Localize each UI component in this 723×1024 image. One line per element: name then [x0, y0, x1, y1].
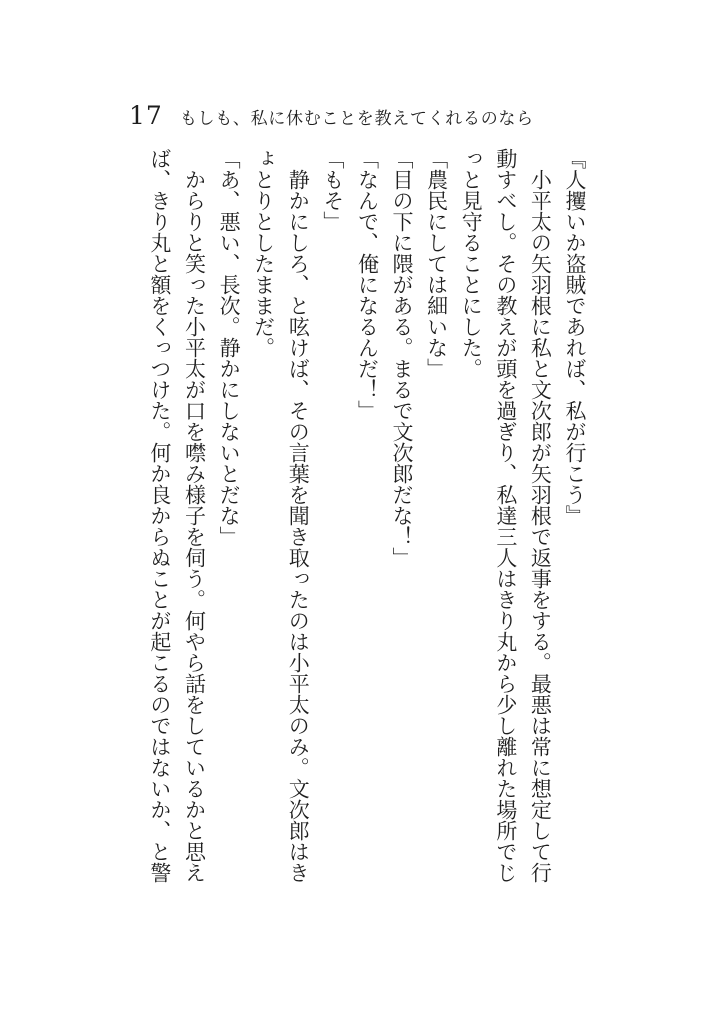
paragraph: 「あ、悪い、長次。静かにしないとだな」 — [217, 148, 242, 547]
page-number: 17 — [129, 101, 163, 130]
page-header — [129, 101, 534, 130]
paragraph: 静かにしろ、と呟けば、その言葉を聞き取ったのは小平太のみ。文次郎はきょとりとしたままだ。 — [251, 148, 311, 883]
paragraph: 『人攫いか盗賊であれば、私が行こう』 — [563, 148, 587, 526]
chapter-title: もしも、私に休むことを教えてくれるのなら — [179, 109, 534, 129]
paragraph: 「農民にしては細いな」 — [424, 148, 449, 379]
paragraph: 「もそ」 — [320, 148, 345, 232]
paragraph: 「目の下に隈がある。まるで文次郎だな！」 — [390, 148, 415, 568]
paragraph: 小平太の矢羽根に私と文次郎が矢羽根で返事をする。最悪は常に想定して行動すべし。その教えが頭を過ぎり、私達三人はきり丸から少し離れた場所でじっと見守ることにした。 — [459, 148, 553, 883]
paragraph: 「なんで、俺になるんだ！」 — [355, 148, 380, 421]
body-text — [142, 148, 592, 890]
paragraph: からりと笑った小平太が口を噤み様子を伺う。何やら話をしているかと思えば、きり丸と額をくっつけた。何か良からぬことが起こるのではないか、と警 — [147, 148, 207, 883]
